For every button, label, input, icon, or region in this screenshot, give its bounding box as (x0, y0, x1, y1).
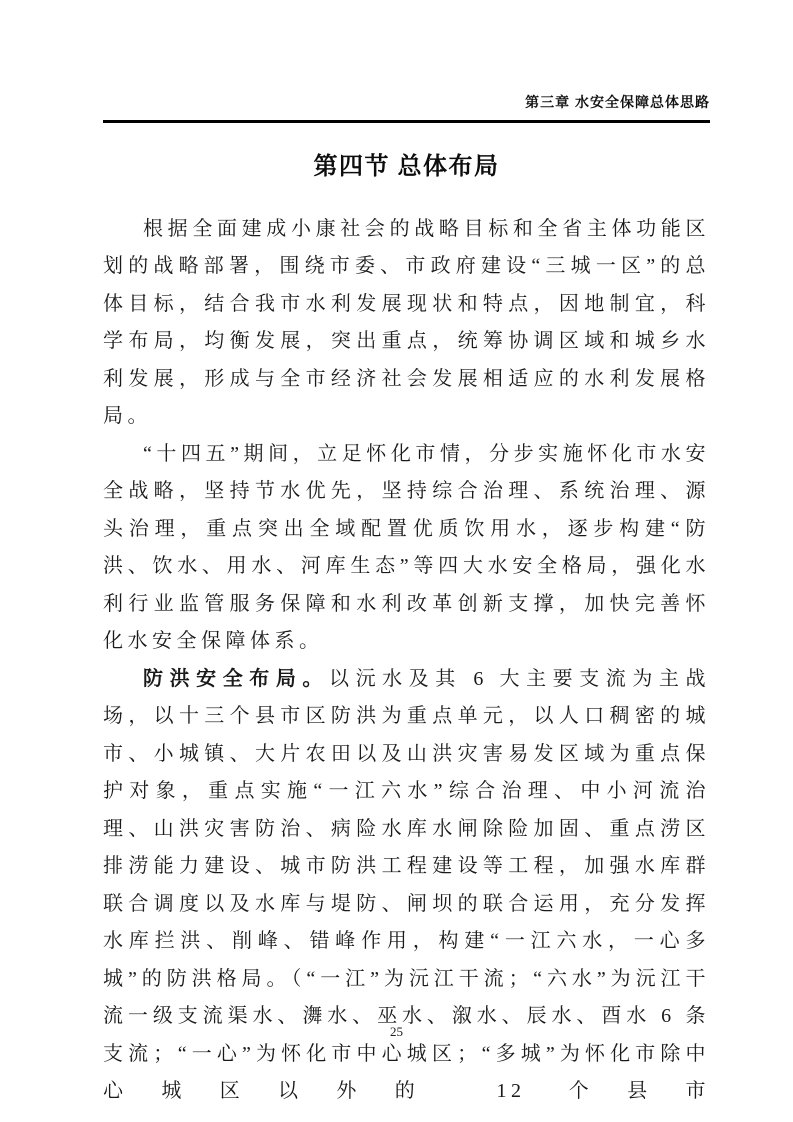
header-rule (103, 120, 710, 123)
paragraph-3 (103, 661, 710, 1111)
running-head: 第三章 水安全保障总体思路 (525, 94, 710, 110)
paragraph-3-lead: 防洪安全布局。 (143, 667, 329, 690)
paragraph-3-text: 以沅水及其 6 大主要支流为主战场，以十三个县市区防洪为重点单元，以人口稠密的城市、小城镇、大片农田以及山洪灾害易发区域为重点保护对象，重点实施“一江六水”综合治理、中小河流治理、山洪灾害防治、病险水库水闸除险加固、重点涝区排涝能力建设、城市防洪工程建设等工程，加强水库群联合调度以及水库与堤防、闸坝的联合运用，充分发挥水库拦洪、削峰、错峰作用，构建“一江六水，一心多城”的防洪格局。（“一江”为沅江干流；“六水”为沅江干流一级支流渠水、㵲水、巫水、溆水、辰水、酉水 6 条支流；“一心”为怀化市中心城区；“多城”为怀化市除中心城区以外的 12 个县市 (103, 667, 710, 1102)
section-title: 第四节 总体布局 (313, 153, 500, 180)
paragraph-2 (103, 436, 710, 661)
page-number: 25 (390, 1024, 403, 1039)
paragraph-1-text: 根据全面建成小康社会的战略目标和全省主体功能区划的战略部署，围绕市委、市政府建设“三城一区”的总体目标，结合我市水利发展现状和特点，因地制宜，科学布局，均衡发展，突出重点，统筹协调区域和城乡水利发展，形成与全市经济社会发展相适应的水利发展格局。 (103, 217, 710, 427)
body-text (103, 211, 710, 1111)
paragraph-1 (103, 211, 710, 436)
paragraph-2-text: “十四五”期间，立足怀化市情，分步实施怀化市水安全战略，坚持节水优先，坚持综合治理、系统治理、源头治理，重点突出全域配置优质饮用水，逐步构建“防洪、饮水、用水、河库生态”等四大水安全格局，强化水利行业监管服务保障和水利改革创新支撑，加快完善怀化水安全保障体系。 (103, 442, 710, 652)
